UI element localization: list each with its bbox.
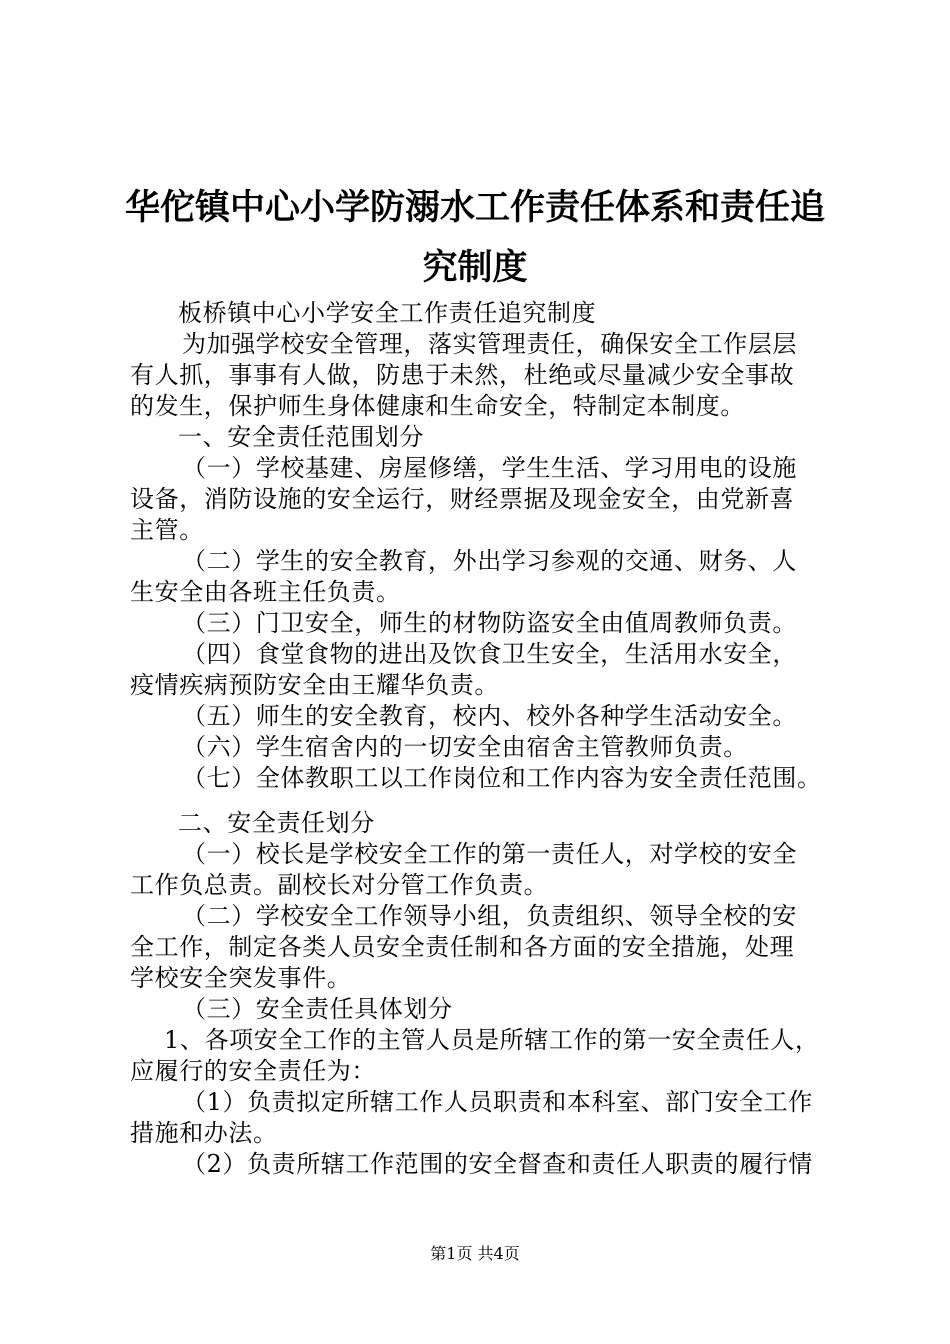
paragraph-line: 全工作，制定各类人员安全责任制和各方面的安全措施，处理	[130, 933, 795, 961]
paragraph-line: 1、各项安全工作的主管人员是所辖工作的第一安全责任人，	[164, 1026, 820, 1054]
document-body	[130, 298, 830, 1180]
paragraph-line: （二）学生的安全教育，外出学习参观的交通、财务、人	[182, 547, 797, 575]
section-heading: 一、安全责任范围划分	[178, 423, 424, 451]
paragraph-line: （二）学校安全工作领导小组，负责组织、领导全校的安	[182, 902, 797, 930]
paragraph-line: （五）师生的安全教育，校内、校外各种学生活动安全。	[182, 702, 797, 730]
paragraph-line: （1）负责拟定所辖工作人员职责和本科室、部门安全工作	[182, 1088, 813, 1116]
document-title-line-1: 华佗镇中心小学防溺水工作责任体系和责任追	[124, 188, 825, 228]
paragraph-line: （六）学生宿舍内的一切安全由宿舍主管教师负责。	[182, 733, 748, 761]
paragraph-line: 为加强学校安全管理，落实管理责任，确保安全工作层层	[182, 330, 797, 358]
paragraph-line: （2）负责所辖工作范围的安全督查和责任人职责的履行情	[182, 1150, 813, 1178]
paragraph-line: 学校安全突发事件。	[130, 964, 352, 992]
paragraph-line: 生安全由各班主任负责。	[130, 578, 401, 606]
paragraph-line: （一）学校基建、房屋修缮，学生生活、学习用电的设施	[182, 454, 797, 482]
paragraph-line: 设备，消防设施的安全运行，财经票据及现金安全，由党新喜	[130, 485, 795, 513]
paragraph-line: （一）校长是学校安全工作的第一责任人，对学校的安全	[182, 840, 797, 868]
paragraph-line: 疫情疾病预防安全由王耀华负责。	[130, 671, 499, 699]
paragraph-line: 工作负总责。副校长对分管工作负责。	[130, 871, 549, 899]
paragraph-line: 的发生，保护师生身体健康和生命安全，特制定本制度。	[130, 392, 745, 420]
section-heading: 二、安全责任划分	[178, 809, 375, 837]
paragraph-line: 措施和办法。	[130, 1119, 278, 1147]
subtitle: 板桥镇中心小学安全工作责任追究制度	[178, 299, 597, 327]
paragraph-line: 有人抓，事事有人做，防患于未然，杜绝或尽量减少安全事故	[130, 361, 795, 389]
paragraph-line: 主管。	[130, 516, 204, 544]
page-number-footer: 第1页 共4页	[430, 1244, 520, 1263]
paragraph-line: （三）安全责任具体划分	[182, 995, 453, 1023]
paragraph-line: （三）门卫安全，师生的材物防盗安全由值周教师负责。	[182, 609, 797, 637]
paragraph-line: （七）全体教职工以工作岗位和工作内容为安全责任范围。	[182, 764, 822, 792]
paragraph-line: （四）食堂食物的进出及饮食卫生安全，生活用水安全，	[182, 640, 797, 668]
document-title-line-2: 究制度	[422, 248, 528, 288]
paragraph-line: 应履行的安全责任为：	[130, 1057, 376, 1085]
